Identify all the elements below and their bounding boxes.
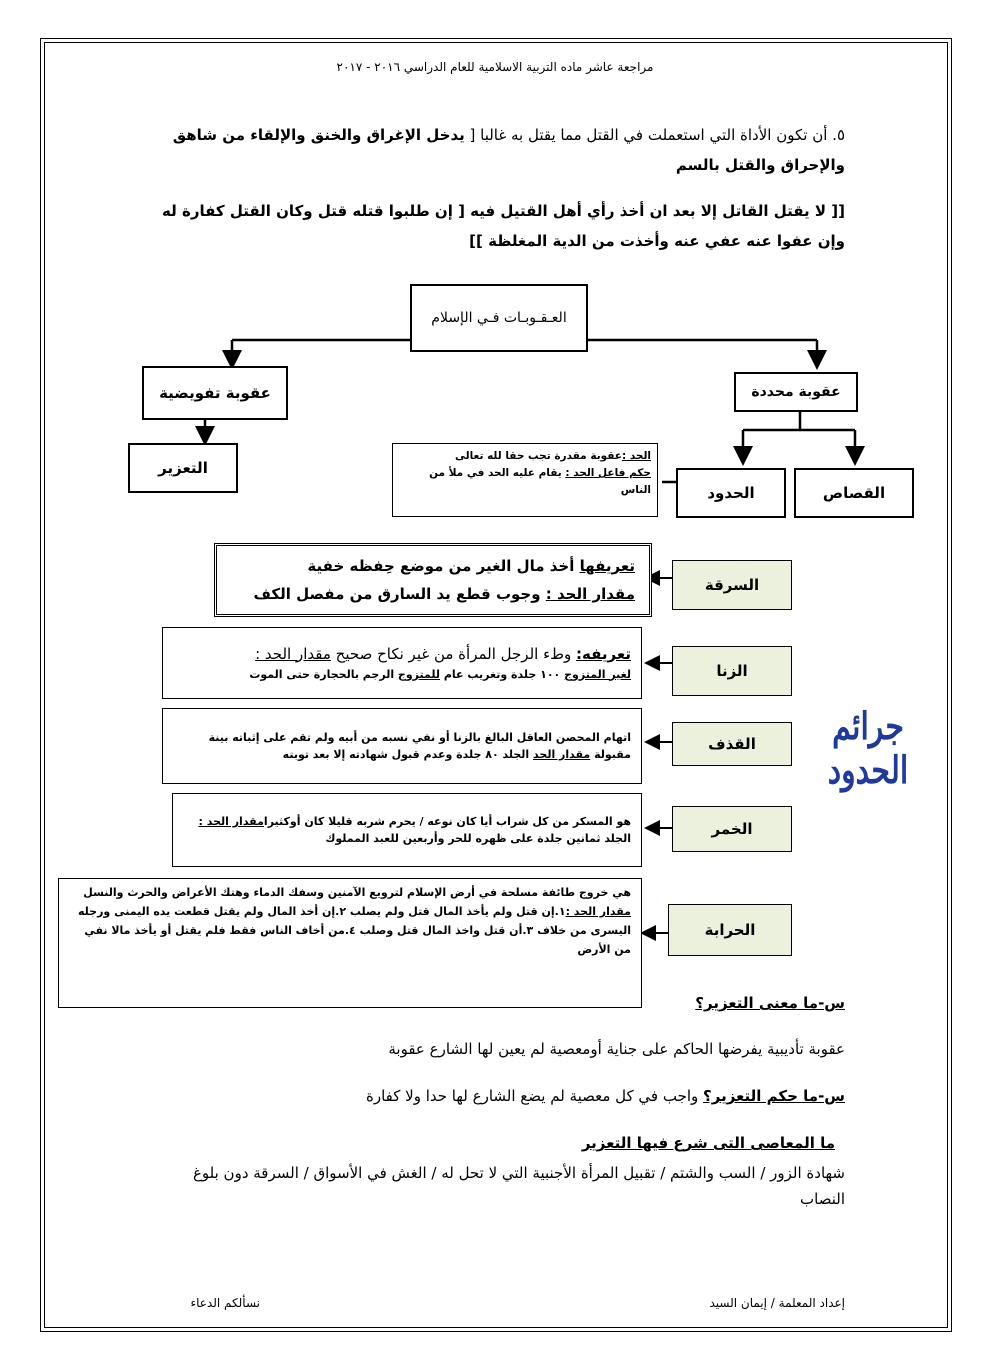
crime-khamr-details [172, 793, 642, 867]
zina-def-label: تعريفه: [576, 644, 631, 663]
crime-zina-text [249, 644, 631, 683]
zina-hadd-label: مقدار الحد : [255, 644, 331, 663]
zina-married-label: للمتزوج [397, 667, 441, 681]
hudud-box: الحدود [676, 468, 786, 518]
qisas-box: القصاص [794, 468, 914, 518]
answer-tazir-meaning: عقوبة تأديبية يفرضها الحاكم على جناية أومعصية لم يعين لها الشارع عقوبة [388, 1040, 845, 1058]
point-5-plain: ٥. أن تكون الأداة التي استعملت في القتل مما يقتل به غالبا [ [464, 126, 845, 144]
hiraba-text-b: ١.إن قتل ولم يأخذ المال قتل ولم يصلب ٢.إن أخذ المال ولم يقتل قطعت يده اليمنى ورجله اليسرى من خلاف ٣.أن قتل واخذ المال قتل وصلب ٤.من أخاف الناس فقط فلم يقتل أو يأخذ مالا نفي من الأرض [78, 905, 631, 956]
qadhf-hadd-label: مقدار الحد [533, 748, 591, 761]
hadd-rule-label: حكم فاعل الحد : [565, 467, 651, 479]
qadhf-text-a: اتهام المحصن العاقل البالغ بالزنا أو نفي نسبه من أبيه ولم تقم على إثباته بينة مقبولة [208, 731, 631, 761]
point-5-bold: يدخل الإغراق والخنق والإلقاء من شاهق والإحراق والقتل بالسم [172, 126, 845, 174]
crime-hiraba-text [69, 883, 631, 959]
answer-tazir-sins: شهادة الزور / السب والشتم / تقبيل المرأة الأجنبية التي لا تحل له / الغش في الأسواق / السرقة دون بلوغ النصاب [192, 1164, 845, 1208]
crime-theft-text [254, 552, 635, 608]
footer-prayer: نسألكم الدعاء [190, 1296, 260, 1310]
tazir-ruling [150, 1087, 845, 1105]
page-header: مراجعة عاشر ماده التربية الاسلامية للعام الدراسي ٢٠١٦ - ٢٠١٧ [336, 60, 654, 74]
question-tazir-sins: ما المعاصى التى شرع فيها التعزير [581, 1134, 835, 1152]
crime-hiraba-box: الحرابة [668, 904, 792, 956]
zina-unmarried-label: لغير المتزوج [564, 667, 631, 681]
crime-zina-details [162, 627, 642, 699]
crime-theft-details [214, 543, 652, 617]
zina-def-text: وطء الرجل المرأة من غير نكاح صحيح [330, 644, 577, 663]
hadd-def-text: عقوبة مقدرة تجب حقا لله تعالى [455, 450, 622, 462]
theft-def-label: تعريفها [579, 557, 635, 575]
hudud-crimes-title: جرائم الحدود [827, 705, 909, 793]
question-tazir-meaning: س-ما معنى التعزير؟ [695, 994, 845, 1012]
hadd-def-label: الحد : [621, 450, 651, 462]
fixed-box: عقوبة محددة [734, 372, 858, 412]
tazir-box: التعزير [128, 443, 238, 493]
root-box: العـقـوبـات فـي الإسلام [410, 284, 588, 352]
zina-married-text: الرجم بالحجارة حتى الموت [249, 667, 398, 681]
hadd-rule-text: يقام عليه الحد في ملأ من الناس [429, 467, 651, 496]
crime-khamr-box: الخمر [672, 806, 792, 852]
hadd-definition-text [399, 448, 651, 499]
khamr-text-a: هو المسكر من كل شراب أيا كان نوعه / يحرم شربه قليلا كان أوكثيرا [263, 815, 631, 828]
crime-theft-box: السرقة [672, 560, 792, 610]
footer-author: إعداد المعلمة / إيمان السيد [709, 1296, 845, 1310]
crime-qadhf-details [162, 708, 642, 784]
killer-rule: [[ لا يقتل القاتل إلا بعد ان أخذ رأي أهل القتيل فيه [ إن طلبوا قتله قتل وكان القتل كفارة له وإن عفوا عنه عفي عنه وأخذت من الدية المغلظة ]] [162, 202, 845, 250]
theft-hadd-text: وجوب قطع يد السارق من مفصل الكف [253, 585, 546, 603]
crime-zina-box: الزنا [672, 646, 792, 696]
answer-tazir-ruling: واجب في كل معصية لم يضع الشارع لها حدا ولا كفارة [365, 1087, 704, 1105]
qadhf-text-b: الجلد ٨٠ جلدة وعدم قبول شهادته إلا بعد توبته [282, 748, 534, 761]
question-tazir-ruling: س-ما حكم التعزير؟ [703, 1087, 845, 1105]
theft-def-text: أخذ مال الغير من موضع حِفظه خفية [307, 557, 580, 575]
crime-qadhf-text [173, 729, 631, 763]
khamr-text-b: الجلد ثمانين جلدة على ظهره للحر وأربعين للعبد المملوك [325, 832, 631, 845]
zina-unmarried-text: ١٠٠ جلدة وتغريب عام [440, 667, 565, 681]
theft-hadd-label: مقدار الحد : [545, 585, 635, 603]
hiraba-hadd-label: مقدار الحد : [565, 905, 631, 918]
hiraba-text-a: هي خروج طائفة مسلحة في أرض الإسلام لترويع الآمنين وسفك الدماء وهتك الأعراض والحرث والنسل [83, 886, 631, 899]
discretionary-box: عقوبة تفويضية [142, 366, 288, 420]
khamr-hadd-label: مقدار الحد : [198, 815, 264, 828]
crime-hiraba-details [58, 878, 642, 1008]
crime-qadhf-box: القذف [672, 722, 792, 766]
hadd-definition-box [392, 443, 658, 517]
crime-khamr-text [183, 813, 631, 847]
